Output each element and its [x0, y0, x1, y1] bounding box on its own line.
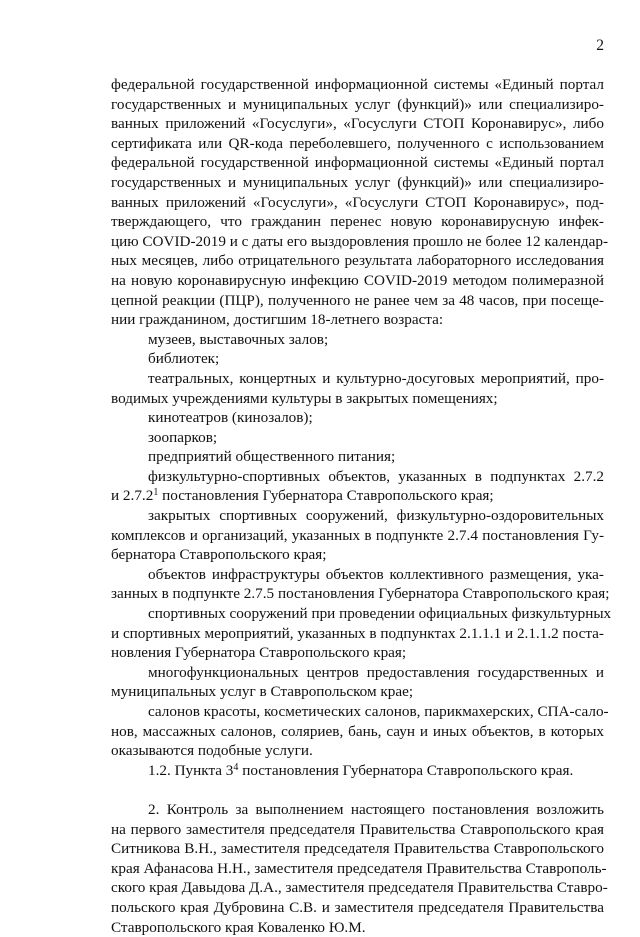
text-line: государственных и муниципальных услуг (функций)» или специализиро- [111, 173, 604, 191]
text-line: 2. Контроль за выполнением настоящего постановления возложить [148, 800, 604, 818]
footnote-marker: 1 [153, 487, 159, 499]
list-item-sports-events [111, 604, 612, 663]
list-item-catering [111, 447, 604, 467]
text-line: государственных и муниципальных услуг (функций)» или специализиро- [111, 95, 604, 113]
text-line: занных в подпункте 2.7.5 постановления Губернатора Ставропольского края; [111, 585, 610, 603]
text-line: польского края Дубровина С.В. и заместителя председателя Правительства [111, 898, 604, 916]
text-line: салонов красоты, косметических салонов, парикмахерских, СПА-сало- [148, 703, 609, 720]
text-line: Ситникова В.Н., заместителя председателя Правительства Ставропольского [111, 840, 604, 858]
text-line: предприятий общественного питания; [148, 448, 396, 466]
text-line: зоопарков; [148, 428, 218, 446]
text-line: ванных приложений «Госуслуги», «Госуслуги СТОП Коронавирус», под- [111, 193, 604, 211]
text-line: водимых учреждениями культуры в закрытых помещениях; [111, 389, 498, 407]
paragraph-gap [111, 780, 604, 800]
text-line: театральных, концертных и культурно-досуговых мероприятий, про- [148, 369, 604, 387]
text-line: Ставропольского края Коваленко Ю.М. [111, 918, 366, 936]
text-line: на первого заместителя председателя Правительства Ставропольского края [111, 820, 604, 838]
text-line: объектов инфраструктуры объектов коллективного размещения, ука- [148, 565, 604, 583]
text-line: муниципальных услуг в Ставропольском крае; [111, 683, 414, 701]
text-line: ных месяцев, либо отрицательного результата лабораторного исследования [111, 252, 604, 270]
text-line: федеральной государственной информационной системы «Единый портал [111, 154, 604, 172]
text-line: на новую коронавирусную инфекцию COVID-2019 методом полимеразной [111, 271, 604, 289]
list-item-mfc [111, 663, 604, 702]
text-line: федеральной государственной информационной системы «Единый портал [111, 76, 604, 93]
list-item-accommodation [111, 565, 610, 604]
footnote-marker: 4 [233, 761, 239, 773]
paragraph-intro [111, 75, 609, 330]
list-item-sports-objects [111, 467, 604, 506]
text-line: ванных приложений «Госуслуги», «Госуслуги СТОП Коронавирус», либо [111, 115, 604, 133]
text-line: нов, массажных салонов, соляриев, бань, саун и иных объектов, в которых [111, 722, 604, 740]
text-line: нии гражданином, достигшим 18-летнего возраста: [111, 311, 444, 329]
list-item-cinemas [111, 408, 604, 428]
text-line-with-footnote: 1.2. Пункта $3^4$ постановления Губернатора Ставропольского края. [148, 761, 574, 779]
text-line: края Афанасова Н.Н., заместителя председателя Правительства Ставрополь- [111, 859, 607, 877]
list-item-theatres [111, 369, 604, 408]
clause-2 [111, 800, 608, 937]
text-line: тверждающего, что гражданин перенес новую коронавирусную инфек- [111, 213, 604, 231]
list-item-museums [111, 330, 604, 350]
text-line: и спортивных мероприятий, указанных в подпунктах 2.1.1.1 и 2.1.1.2 поста- [111, 624, 604, 642]
text-line: физкультурно-спортивных объектов, указанных в подпунктах 2.7.2 [148, 467, 604, 485]
text-line: сертификата или QR-кода переболевшего, полученного с использованием [111, 134, 604, 152]
text-line: цепной реакции (ПЦР), полученного не ранее чем за 48 часов, при посеще- [111, 291, 604, 309]
list-item-zoos [111, 428, 604, 448]
text-line: цию COVID-2019 и с даты его выздоровления прошло не более 12 календар- [111, 232, 609, 250]
list-item-beauty [111, 702, 609, 761]
text-line-with-footnote: и 2.7.2$^1$ постановления Губернатора Ставропольского края; [111, 487, 494, 505]
text-line: многофункциональных центров предоставления государственных и [148, 663, 604, 681]
body-text [111, 75, 612, 937]
list-item-sports-facilities [111, 506, 604, 565]
text-line: спортивных сооружений при проведении официальных физкультурных [148, 605, 612, 623]
text-line: музеев, выставочных залов; [148, 330, 329, 348]
list-item-libraries [111, 349, 604, 369]
text-line: закрытых спортивных сооружений, физкультурно-оздоровительных [148, 507, 604, 525]
text-line: кинотеатров (кинозалов); [148, 409, 313, 427]
page-number: 2 [596, 37, 604, 54]
text-line: библиотек; [148, 350, 220, 368]
text-line: ского края Давыдова Д.А., заместителя председателя Правительства Ставро- [111, 879, 608, 897]
text-line: новления Губернатора Ставропольского края; [111, 644, 407, 662]
text-line: бернатора Ставропольского края; [111, 546, 327, 564]
clause-1-2 [111, 761, 604, 781]
text-line: оказываются подобные услуги. [111, 742, 313, 760]
text-line: комплексов и организаций, указанных в подпункте 2.7.4 постановления Гу- [111, 526, 604, 544]
